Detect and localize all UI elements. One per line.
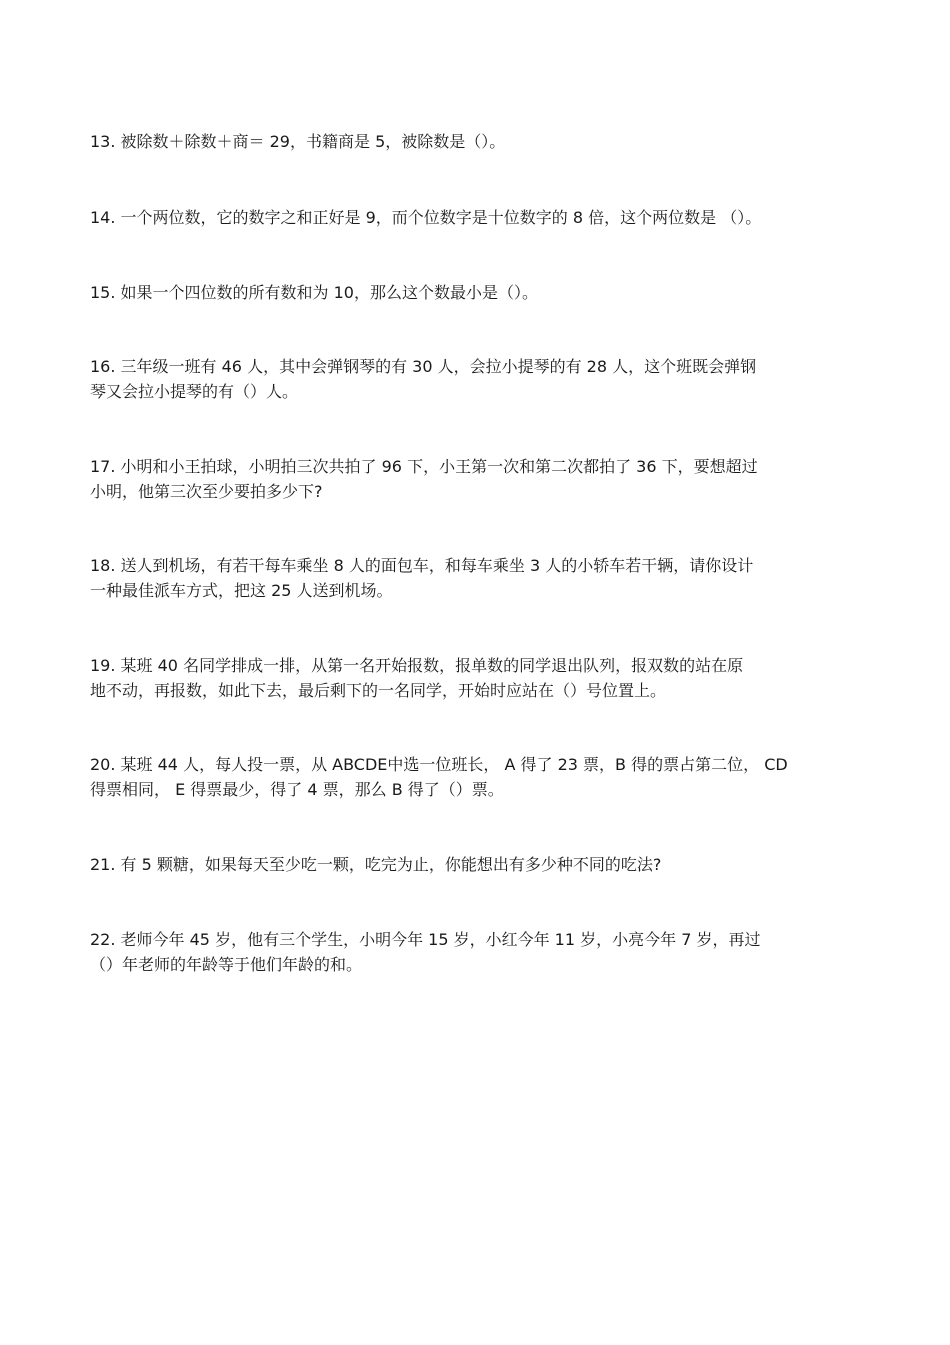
question-20: [90, 752, 880, 802]
question-17: [90, 454, 880, 504]
question-20-line-1: 20. 某班 44 人，每人投一票，从 ABCDE中选一位班长， A 得了 23 票，B 得的票占第二位， CD: [90, 755, 788, 774]
question-13-line-1: 13. 被除数＋除数＋商＝ 29，书籍商是 5，被除数是（）。: [90, 132, 506, 151]
question-14: [90, 205, 880, 230]
question-19: [90, 653, 880, 703]
question-13: [90, 129, 880, 154]
question-21: [90, 852, 880, 877]
question-19-line-2: 地不动，再报数，如此下去，最后剩下的一名同学，开始时应站在（）号位置上。: [90, 681, 667, 700]
question-17-line-1: 17. 小明和小王拍球，小明拍三次共拍了 96 下，小王第一次和第二次都拍了 36 下，要想超过: [90, 457, 758, 476]
question-22: [90, 927, 880, 977]
question-15: [90, 280, 880, 305]
question-17-line-2: 小明，他第三次至少要拍多少下?: [90, 482, 323, 501]
question-18-line-2: 一种最佳派车方式，把这 25 人送到机场。: [90, 581, 393, 600]
question-20-line-2: 得票相同， E 得票最少，得了 4 票，那么 B 得了（）票。: [90, 780, 504, 799]
question-18-line-1: 18. 送人到机场，有若干每车乘坐 8 人的面包车，和每车乘坐 3 人的小轿车若干辆，请你设计: [90, 556, 754, 575]
question-22-line-2: （）年老师的年龄等于他们年龄的和。: [90, 955, 363, 974]
question-15-line-1: 15. 如果一个四位数的所有数和为 10，那么这个数最小是（）。: [90, 283, 538, 302]
question-14-line-1: 14. 一个两位数，它的数字之和正好是 9，而个位数字是十位数字的 8 倍，这个两位数是 （）。: [90, 208, 762, 227]
question-19-line-1: 19. 某班 40 名同学排成一排，从第一名开始报数，报单数的同学退出队列，报双数的站在原: [90, 656, 744, 675]
question-22-line-1: 22. 老师今年 45 岁，他有三个学生，小明今年 15 岁，小红今年 11 岁，小亮今年 7 岁，再过: [90, 930, 761, 949]
question-16-line-2: 琴又会拉小提琴的有（）人。: [90, 382, 299, 401]
question-21-line-1: 21. 有 5 颗糖，如果每天至少吃一颗，吃完为止，你能想出有多少种不同的吃法?: [90, 855, 662, 874]
question-16: [90, 354, 880, 404]
question-16-line-1: 16. 三年级一班有 46 人，其中会弹钢琴的有 30 人，会拉小提琴的有 28 人，这个班既会弹钢: [90, 357, 757, 376]
question-18: [90, 553, 880, 603]
